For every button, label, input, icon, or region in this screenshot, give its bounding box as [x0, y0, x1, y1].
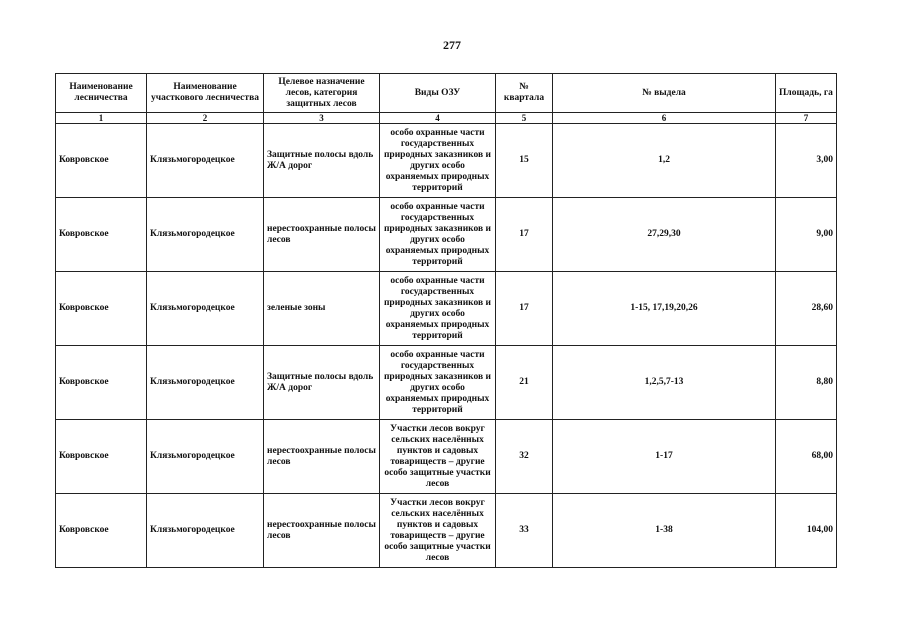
cell-district: Клязьмогородецкое [147, 346, 264, 420]
cell-purpose: нерестоохранные полосы лесов [264, 420, 380, 494]
cell-allotment: 1-17 [553, 420, 776, 494]
cell-district: Клязьмогородецкое [147, 494, 264, 568]
header-purpose: Целевое назначение лесов, категория защитных лесов [264, 74, 380, 113]
cell-quarter: 32 [496, 420, 553, 494]
cell-ozu: особо охранные части государственных природных заказников и других особо охраняемых природных территорий [380, 346, 496, 420]
cell-purpose: зеленые зоны [264, 272, 380, 346]
cell-quarter: 21 [496, 346, 553, 420]
cell-area: 3,00 [776, 124, 837, 198]
table-row [56, 272, 837, 346]
column-number: 3 [264, 113, 380, 124]
cell-forestry: Ковровское [56, 124, 147, 198]
cell-quarter: 33 [496, 494, 553, 568]
cell-forestry: Ковровское [56, 494, 147, 568]
column-number: 2 [147, 113, 264, 124]
cell-forestry: Ковровское [56, 272, 147, 346]
header-area: Площадь, га [776, 74, 837, 113]
table-row [56, 494, 837, 568]
cell-district: Клязьмогородецкое [147, 420, 264, 494]
header-quarter: № квартала [496, 74, 553, 113]
column-number: 6 [553, 113, 776, 124]
cell-area: 8,80 [776, 346, 837, 420]
table-row [56, 198, 837, 272]
cell-ozu: Участки лесов вокруг сельских населённых пунктов и садовых товариществ – другие особо защитные участки лесов [380, 420, 496, 494]
cell-district: Клязьмогородецкое [147, 124, 264, 198]
column-number-row [56, 113, 837, 124]
cell-ozu: особо охранные части государственных природных заказников и других особо охраняемых природных территорий [380, 272, 496, 346]
page-number: 277 [443, 38, 461, 52]
cell-ozu: Участки лесов вокруг сельских населённых пунктов и садовых товариществ – другие особо защитные участки лесов [380, 494, 496, 568]
cell-area: 9,00 [776, 198, 837, 272]
header-allotment: № выдела [553, 74, 776, 113]
column-number: 7 [776, 113, 837, 124]
cell-quarter: 17 [496, 198, 553, 272]
cell-allotment: 1-15, 17,19,20,26 [553, 272, 776, 346]
cell-forestry: Ковровское [56, 420, 147, 494]
cell-district: Клязьмогородецкое [147, 198, 264, 272]
cell-allotment: 1,2,5,7-13 [553, 346, 776, 420]
table-header-row [56, 74, 837, 113]
header-ozu: Виды ОЗУ [380, 74, 496, 113]
table-row [56, 346, 837, 420]
cell-allotment: 1,2 [553, 124, 776, 198]
column-number: 1 [56, 113, 147, 124]
cell-forestry: Ковровское [56, 346, 147, 420]
column-number: 4 [380, 113, 496, 124]
forest-areas-table [55, 73, 837, 568]
column-number: 5 [496, 113, 553, 124]
cell-purpose: нерестоохранные полосы лесов [264, 198, 380, 272]
cell-forestry: Ковровское [56, 198, 147, 272]
cell-allotment: 1-38 [553, 494, 776, 568]
cell-purpose: Защитные полосы вдоль Ж/А дорог [264, 124, 380, 198]
cell-purpose: нерестоохранные полосы лесов [264, 494, 380, 568]
header-district: Наименование участкового лесничества [147, 74, 264, 113]
cell-area: 28,60 [776, 272, 837, 346]
cell-ozu: особо охранные части государственных природных заказников и других особо охраняемых природных территорий [380, 198, 496, 272]
cell-area: 104,00 [776, 494, 837, 568]
table-row [56, 124, 837, 198]
cell-district: Клязьмогородецкое [147, 272, 264, 346]
cell-quarter: 17 [496, 272, 553, 346]
cell-quarter: 15 [496, 124, 553, 198]
cell-allotment: 27,29,30 [553, 198, 776, 272]
cell-ozu: особо охранные части государственных природных заказников и других особо охраняемых природных территорий [380, 124, 496, 198]
cell-area: 68,00 [776, 420, 837, 494]
table-row [56, 420, 837, 494]
header-forestry: Наименование лесничества [56, 74, 147, 113]
cell-purpose: Защитные полосы вдоль Ж/А дорог [264, 346, 380, 420]
